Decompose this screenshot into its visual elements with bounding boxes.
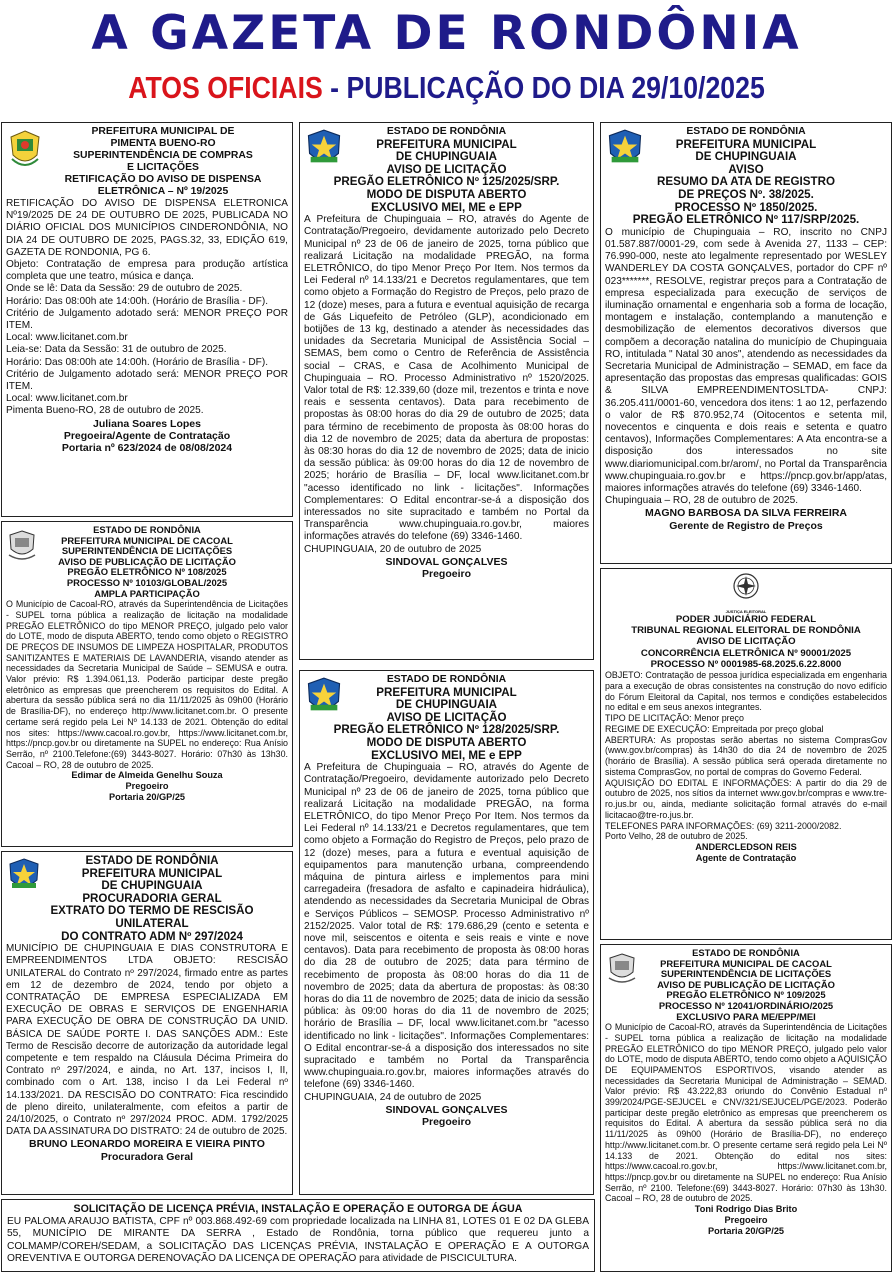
header-line: E LICITAÇÕES (127, 162, 199, 173)
header-line: ESTADO DE RONDÔNIA (93, 524, 201, 535)
signature-name: Juliana Soares Lopes (93, 417, 201, 430)
header-line: PREGÃO ELETRÔNICO Nº 128/2025/SRP. (333, 723, 560, 737)
tre-seal (605, 572, 887, 614)
header-line: SUPERINTENDÊNCIA DE LICITAÇÕES (660, 968, 832, 980)
notice-title: SOLICITAÇÃO DE LICENÇA PRÉVIA, INSTALAÇÃO E OPERAÇÃO E OUTORGA DE ÁGUA (73, 1203, 523, 1215)
notice-paragraph: Local: www.licitanet.com.br (6, 332, 128, 344)
header-line: PROCESSO Nº 10103/GLOBAL/2025 (66, 576, 228, 588)
notice-cacoal-109 (600, 944, 892, 1272)
notice-paragraph: Critério de Julgamento adotado será: MENOR PREÇO POR ITEM. (6, 307, 288, 332)
signature-role: Pregoeiro (421, 1116, 471, 1129)
header-line: DE PREÇOS Nº. 38/2025. (678, 187, 814, 201)
header-line: ELETRÔNICA – Nº 19/2025 (97, 186, 229, 197)
signature-role: Pregoeiro (724, 1214, 768, 1225)
header-line: DE CHUPINGUAIA (395, 150, 498, 164)
notice-body: EU PALOMA ARAUJO BATISTA, CPF nº 003.868.492-69 com propriedade localizada na LINHA 81, LOTES 01 E 02 DA GLEBA 55, MUNICÍPIO DE MIRANTE DA SERRA , Estado de Rondônia, torna público que requereu junto a COLMAMP/COREH/SEDAM, a SOLICITAÇÃO DAS LICENÇAS PRÉVIA, INSTALAÇÃO E OPERAÇÃO E A OUTORGA OREVENTIVA E OUTORGA DERENOVAÇÃO DA LICENÇA DE OPERAÇÃO para atividade de PISCICULTURA. (7, 1216, 589, 1265)
header-line: EXCLUSIVO PARA ME/EPP/MEI (676, 1010, 816, 1022)
pimenta-bueno-crest-icon (8, 129, 42, 171)
seal-caption: JUSTIÇA ELEITORAL (725, 609, 767, 614)
notice-cacoal-108 (1, 521, 293, 847)
header-line: EXCLUSIVO MEI, ME e EPP (371, 200, 522, 214)
notice-pregao-128 (299, 670, 594, 1195)
header-line: PIMENTA BUENO-RO (110, 138, 216, 149)
notice-paragraph: TIPO DE LICITAÇÃO: Menor preço (605, 713, 744, 724)
header-line: ESTADO DE RONDÔNIA (386, 674, 507, 685)
notice-paragraph: OBJETO: Contratação de pessoa jurídica especializada em engenharia para a execução de obras consistentes na construção do novo edifício do Fórum Eleitoral da Capital, nos termos e condições estabelecidos no edital e em seus anexos integrantes. (605, 670, 887, 713)
header-line: PREGÃO ELETRÔNICO Nº 117/SRP/2025. (632, 213, 860, 227)
signature-name: SINDOVAL GONÇALVES (385, 1103, 508, 1116)
notice-paragraph: REGIME DE EXECUÇÃO: Empreitada por preço global (605, 723, 824, 734)
cacoal-crest-icon (607, 952, 637, 984)
notice-paragraph: TELEFONES PARA INFORMAÇÕES: (69) 3211-2000/2082. (605, 820, 842, 831)
header-line: PREFEITURA MUNICIPAL (81, 866, 223, 880)
header-line: CONCORRÊNCIA ELETRÔNICA Nº 90001/2025 (640, 647, 852, 659)
notice-place-date: CHUPINGUAIA, 24 de outubro de 2025 (304, 1091, 482, 1103)
header-line: PREGÃO ELETRÔNICO Nº 125/2025/SRP. (333, 175, 560, 189)
header-line: MODO DE DISPUTA ABERTO (366, 735, 527, 749)
notice-paragraph: Pimenta Bueno-RO, 28 de outubro de 2025. (6, 405, 204, 417)
signature-name: BRUNO LEONARDO MOREIRA E VIEIRA PINTO (29, 1138, 265, 1151)
header-line: PREFEITURA MUNICIPAL DE CACOAL (61, 534, 233, 546)
notice-pimenta-bueno (1, 122, 293, 517)
signature-name: Edimar de Almeida Genelhu Souza (71, 770, 223, 781)
notice-paragraph: Porto Velho, 28 de outubro de 2025. (605, 831, 748, 842)
signature-role: Pregoeiro (125, 781, 169, 792)
header-line: PROCESSO Nº 1850/2025. (674, 200, 818, 214)
notice-place-date: CHUPINGUAIA, 20 de outubro de 2025 (304, 543, 482, 555)
notice-body: MUNICÍPIO DE CHUPINGUAIA E DIAS CONSTRUTORA E EMPREENDIMENTOS LTDA OBJETO: RESCISÃO UNILATERAL do Contrato nº 297/2024, firmado entre as partes em 12 de dezembro de 2024, tendo por objeto a CONTRATAÇÃO DE EMPRESA ESPECIALIZADA EM EXECUÇÃO DE OBRAS E SERVIÇOS DE ENGENHARIA PARA EXECUÇÃO DE OBRA DE CONSTRUÇÃO DA UNID. BÁSICA DE SAÚDE PORTE I. DAS SANÇÕES ADM.: Este Termo de Rescisão decorre de autorização da autoridade legal competente e tem respaldo na Cláusula Décima Primeira do Contrato nº 297/2024, e ainda, no Art. 137, incisos I, II, combinado com o Art. 138, inciso I da Lei Federal nº 14.133/2021. DA RESCISÃO DO CONTRATO: Fica rescindido de pleno direito, unilateralmente, com efeitos a partir de 24/10/2025, o Contrato nº 297/2024 PROC. ADM. 1792/2025 DATA DA ASSINATURA DO DISTRATO: 24 de outubro de 2025. (6, 943, 288, 1138)
signature-role: Gerente de Registro de Preços (669, 519, 823, 532)
header-line: ESTADO DE RONDÔNIA (386, 126, 507, 137)
justica-eleitoral-seal-icon (729, 572, 763, 604)
header-line: PREGÃO ELETRÔNICO Nº 108/2025 (67, 566, 227, 578)
notice-paragraph: Leia-se: Data da Sessão: 31 de outubro de 2025. (6, 344, 227, 356)
section-line (63, 68, 831, 108)
signature-portaria: Portaria 20/GP/25 (707, 1225, 785, 1236)
header-line: DE CHUPINGUAIA (395, 698, 498, 712)
notice-paragraph: ABERTURA: As propostas serão abertas no sistema ComprasGov (www.gov.br/compras) às 14h30 do dia 24 de novembro de 2025 (horário de Brasília). A sessão pública será operada diretamente no sistema ComprasGov, no portal de compras do Governo Federal. (605, 734, 887, 777)
notice-paragraph: Horário: Das 08:00h ate 14:00h. (Horário de Brasília - DF). (6, 356, 268, 368)
section-separator: - (330, 70, 340, 105)
rondonia-star-crest-icon (306, 129, 342, 169)
header-line: PREFEITURA MUNICIPAL (376, 685, 517, 699)
header-line: ESTADO DE RONDÔNIA (692, 947, 800, 958)
signature-name: ANDERCLEDSON REIS (695, 842, 797, 853)
header-line: PREFEITURA MUNICIPAL (376, 137, 517, 151)
header-line: SUPERINTENDÊNCIA DE LICITAÇÕES (61, 545, 233, 557)
header-line: RETIFICAÇÃO DO AVISO DE DISPENSA (64, 174, 262, 185)
header-line: AVISO DE LICITAÇÃO (386, 710, 507, 724)
header-line: PODER JUDICIÁRIO FEDERAL (675, 614, 817, 625)
header-line: PREFEITURA MUNICIPAL (675, 137, 817, 151)
notice-body: A Prefeitura de Chupinguaia – RO, através do Agente de Contratação/Pregoeiro, devidamente autorizado pelo Decreto Municipal nº 23 de 06 de janeiro de 2025, torna público que realizará Licitação na modalidade PREGÃO, na forma ELETRÔNICO, do tipo Menor Preço Por Item. Nos termos da Lei Federal nº 14.133/21 e Decretos regulamentares, que tem como objeto a Formação do Registro de Preços, pelo prazo de 12 (doze) meses, para a futura e eventual aquisição de equipamentos para manutenção urbana, compreendendo máquina de pintura airless e implementos para mini carregadeira (fresadora de asfalto e capinadeira hidráulica), atendendo as necessidades da Secretaria Municipal de Obras e Serviços Públicos – SEMOSP. Processo Administrativo nº 2152/2025. Valor total de R$: 179.686,29 (cento e setenta e nove mil, seiscentos e oitenta e seis reais e vinte e nove centavos). Data para recebimento de proposta às 08:00 horas do dia 28 de outubro de 2025; data para término de recebimento de proposta às 08:00 horas do dia 11 de novembro de 2025; data da abertura de propostas: às 08:30 horas do dia 11 de novembro de 2025; data de inicio da sessão pública: às 09:00 horas do dia 11 de novembro de 2025; horário de Brasília – DF, local www.licitanet.com.br "acesso identificado no link - licitações". Informações Complementares: O Edital encontrar-se-á a disposição dos interessados no site supracitado e também no Portal da Transparência www.chupinguaia.ro.gov.br, maiores informações através do telefone (69) 3346-1460. (304, 762, 589, 1091)
cacoal-crest-icon (7, 529, 37, 561)
header-line: DE CHUPINGUAIA (695, 150, 797, 164)
signature-portaria: Portaria 20/GP/25 (108, 792, 186, 802)
header-line: ESTADO DE RONDÔNIA (85, 854, 219, 867)
header-line: AMPLA PARTICIPAÇÃO (94, 587, 200, 599)
rondonia-star-crest-icon (607, 129, 643, 169)
header-line: PROCESSO Nº 0001985-68.2025.6.22.8000 (650, 658, 842, 670)
header-line: AVISO DE PUBLICAÇÃO DE LICITAÇÃO (657, 978, 835, 990)
notice-paragraph: Objeto: Contratação de empresa para produção artística completa que une teatro, música e dança. (6, 259, 288, 283)
header-line: AVISO DE LICITAÇÃO (386, 162, 507, 176)
signature-name: SINDOVAL GONÇALVES (385, 555, 508, 568)
header-line: AVISO DE PUBLICAÇÃO DE LICITAÇÃO (58, 555, 236, 567)
notice-rescisao (1, 851, 293, 1195)
newspaper-title: A GAZETA DE RONDÔNIA (91, 6, 802, 61)
notice-ata-registro (600, 122, 892, 564)
notice-paragraph: RETIFICAÇÃO DO AVISO DE DISPENSA ELETRONICA Nº19/2025 DE 24 DE OUTUBRO DE 2025, PUBLICADA NO DIÁRIO OFICIAL DOS MUNICÍPIOS CINDERONDÔNIA, NO DIA 24 DE OUTUBRO DE 2025, PAGS.32, 33, EDIÇÃO 619, GAZETA DE RONDONIA, PG 6. (6, 198, 288, 258)
notice-body: O Município de Cacoal-RO, através da Superintendência de Licitações - SUPEL torna pública a realização de licitação na modalidade PREGÃO ELETRÔNICO do tipo MENOR PREÇO, julgado pelo valor do LOTE, modo de disputa ABERTO, tendo como objeto a AQUISIÇÃO DE EQUIPAMENTOS ESPORTIVOS, visando atender as necessidades da Secretaria Municipal de Administração – SEMAD. Valor prévio: R$ 43.222,83 oriundo do Convênio Estadual nº 399/2024/PGE-SEJUCEL e CNV/321/SEJUCEL/PGE/2023. Poderão participar deste pregão eletrônico as empresas que preencherem os requisitos do Edital. A abertura da sessão pública será no dia 11/11/2025 às 09h00 (Horário de Brasília-DF), no endereço http://www.licitanet.com.br. O presente certame será regido pela Lei Nº 14.133 de 2021. Obtenção do edital nos sites: https://www.cacoal.ro.gov.br, https://www.licitanet.com.br, https://pncp.gov.br ou diretamente na SUPEL no endereço: Rua Anísio Serrão, nº 2100. Telefone:(69) 3443-8027. Horário: 07h30 às 13h30. Cacoal – RO, 28 de outubro de 2025. (605, 1022, 887, 1204)
header-line: ESTADO DE RONDÔNIA (686, 126, 806, 137)
header-line: PREFEITURA MUNICIPAL DE (91, 126, 235, 137)
rondonia-star-crest-icon (306, 677, 342, 717)
notice-licenca-ambiental (1, 1199, 595, 1272)
signature-name: MAGNO BARBOSA DA SILVA FERREIRA (644, 507, 848, 520)
header-line: EXCLUSIVO MEI, ME e EPP (371, 748, 522, 762)
notice-body: O município de Chupinguaia – RO, inscrito no CNPJ 01.587.887/0001-29, com sede à Avenida 27, 1133 – CEP: 76.990-000, neste ato legalmente representado por WESLEY WANDERLEY DA COSTA GONÇALVES, portador do CPF nº 023*******, RESOLVE, registrar preços para a Contratação de empresa especializada para execução de serviços de iluminação ornamental e engenharia sob a forma de locação, montagem e instalação, contemplando a manutenção e desmobilização de elementos decorativos diversos que compõem a decoração natalina do município de Chupinguaia RO, intitulada " Natal 30 anos", atendendo as necessidades da Secretaria Municipal de Administração – SEMAD, em face da apresentação das propostas das empresas qualificadas: GOIS & SILVA EMPREENDIMENTOSLTDA- CNPJ: 36.205.411/0001-60, vencedora dos itens: 1 ao 12, perfazendo o valor de R$ 870.952,74 (Oitocentos e setenta mil, novecentos e cinquenta e dois reais e setenta e quatro centavos), Informações Complementares: A Ata encontra-se a disposição dos interessados no site www.diariomunicipal.com.br/arom/, no Portal da Transparência www.chupinguaia.ro.gov.br e https://pncp.gov.br/app/atas, maiores informações através do telefone (69) 3346-1460. (605, 226, 887, 495)
signature-role: Procuradora Geral (100, 1150, 194, 1163)
notice-body: A Prefeitura de Chupinguaia – RO, através do Agente de Contratação/Pregoeiro, devidamente autorizado pelo Decreto Municipal nº 23 de 06 de janeiro de 2025, torna público que realizará Licitação na modalidade PREGÃO, na forma ELETRÔNICO, do tipo Menor Preço Por Item. Nos termos da Lei Federal nº 14.133/21 e Decretos regulamentares, que tem como objeto a Formação do Registro de Preços, pelo prazo de 12 (doze) meses, para a futura e eventual aquisição de recarga de Gás Liquefeito de Petróleo (GLP), acondicionado em botijões de 13 kg, destinado a atender às necessidades das unidades da Secretaria Municipal de Assistência Social – SEMAS, bem como o Centro de Referência de Assistência social – CRAS, e Casa de Acolhimento Municipal de Chupinguaia – RO. Processo Administrativo nº 1520/2025. Valor total de R$: 12.339,60 (doze mil, trezentos e trinta e nove reais e sessenta centavos). Data para recebimento de propostas às 08:00 horas do dia 29 de outubro de 2025; data para término de recebimento de proposta às 08:00 horas do dia 12 de novembro de 2025; data da abertura de propostas: às 08:30 horas do dia 12 de novembro de 2025; data de inicio da sessão pública: às 09:00 horas do dia 12 de novembro de 2025; horário de Brasília – DF, local www.licitanet.com.br "acesso identificado no link - licitações". Informações Complementares: O Edital encontrar-se-á a disposição dos interessados no site supracitado e também no Portal da Transparência www.chupinguaia.ro.gov.br, maiores informações através do telefone (69) 3346-1460. (304, 214, 589, 543)
notice-paragraph: Onde se lê: Data da Sessão: 29 de outubro de 2025. (6, 283, 243, 295)
section-name: ATOS OFICIAIS (128, 70, 323, 105)
signature-role: Pregoeiro (421, 568, 471, 581)
header-line: DO CONTRATO ADM Nº 297/2024 (61, 929, 243, 943)
header-line: PREFEITURA MUNICIPAL DE CACOAL (660, 957, 832, 969)
signature-portaria: Portaria nº 623/2024 de 08/08/2024 (61, 442, 233, 455)
header-line: DE CHUPINGUAIA (101, 879, 203, 893)
header-line: TRIBUNAL REGIONAL ELEITORAL DE RONDÔNIA (631, 625, 861, 637)
signature-role: Pregoeira/Agente de Contratação (63, 429, 231, 442)
header-line: PROCESSO Nº 12041/ORDINÁRIO/2025 (658, 999, 834, 1011)
rondonia-star-crest-icon (8, 858, 40, 894)
notice-paragraph: Horário: Das 08:00h ate 14:00h. (Horário de Brasília - DF). (6, 295, 268, 307)
header-line: SUPERINTENDÊNCIA DE COMPRAS (73, 150, 253, 161)
header-line: PREGÃO ELETRÔNICO Nº 109/2025 (666, 989, 826, 1001)
notice-paragraph: Local: www.licitanet.com.br (6, 393, 128, 405)
header-line: AVISO (728, 162, 764, 176)
notice-paragraph: Critério de Julgamento adotado será: MENOR PREÇO POR ITEM. (6, 368, 288, 393)
edition-date: PUBLICAÇÃO DO DIA 29/10/2025 (346, 70, 765, 105)
header-line: RESUMO DA ATA DE REGISTRO (657, 175, 835, 189)
notice-tre-ro (600, 568, 892, 940)
notice-pregao-125 (299, 122, 594, 660)
signature-role: Agente de Contratação (695, 852, 797, 863)
header-line: PROCURADORIA GERAL (82, 891, 222, 905)
notice-place-date: Chupinguaia – RO, 28 de outubro de 2025. (605, 495, 799, 507)
header-line: AVISO DE LICITAÇÃO (696, 636, 796, 648)
header-line: MODO DE DISPUTA ABERTO (366, 187, 527, 201)
signature-name: Toni Rodrigo Dias Brito (694, 1204, 798, 1215)
notice-paragraph: AQUISIÇÃO DO EDITAL E INFORMAÇÕES: A partir do dia 29 de outubro de 2025, nos sítios da internet www.gov.br/compras e www.tre-ro.jus.br ou, ainda, mediante solicitação formal através do e-mail licitacao@tre-ro.jus.br. (605, 777, 887, 820)
notice-body: O Município de Cacoal-RO, através da Superintendência de Licitações - SUPEL torna pública a realização de licitação na modalidade PREGÃO ELETRÔNICO do tipo MENOR PREÇO, julgado pelo valor do LOTE, modo de disputa ABERTO, tendo como objeto o REGISTRO DE PREÇOS DE INSUMOS DE LIMPEZA HOSPITALAR, PRODUTOS SANITIZANTES E MATERIAIS DE LAVANDERIA, visando atender as necessidades da Secretaria Municipal de Saúde – SEMUSA e outra. Valor prévio: R$ 1.394.061,13. Poderão participar deste pregão eletrônico as empresas que preencherem os requisitos do Edital. A abertura da sessão pública será no dia 11/11/2025 às 09h00 (Horário de Brasília-DF), no endereço http://www.licitanet.com.br. O presente certame será regido pela Lei Nº 14.133 de 2021. Obtenção do edital nos sites: https://www.cacoal.ro.gov.br, https://www.licitanet.com.br, https://pncp.gov.br ou diretamente na SUPEL no endereço: Rua Anísio Serrão, nº 2100.Telefone:(69) 3443-8027. Horário: 07h30 às 13h30. Cacoal – RO, 28 de outubro de 2025. (6, 599, 288, 770)
header-line: EXTRATO DO TERMO DE RESCISÃO UNILATERAL (50, 904, 254, 930)
